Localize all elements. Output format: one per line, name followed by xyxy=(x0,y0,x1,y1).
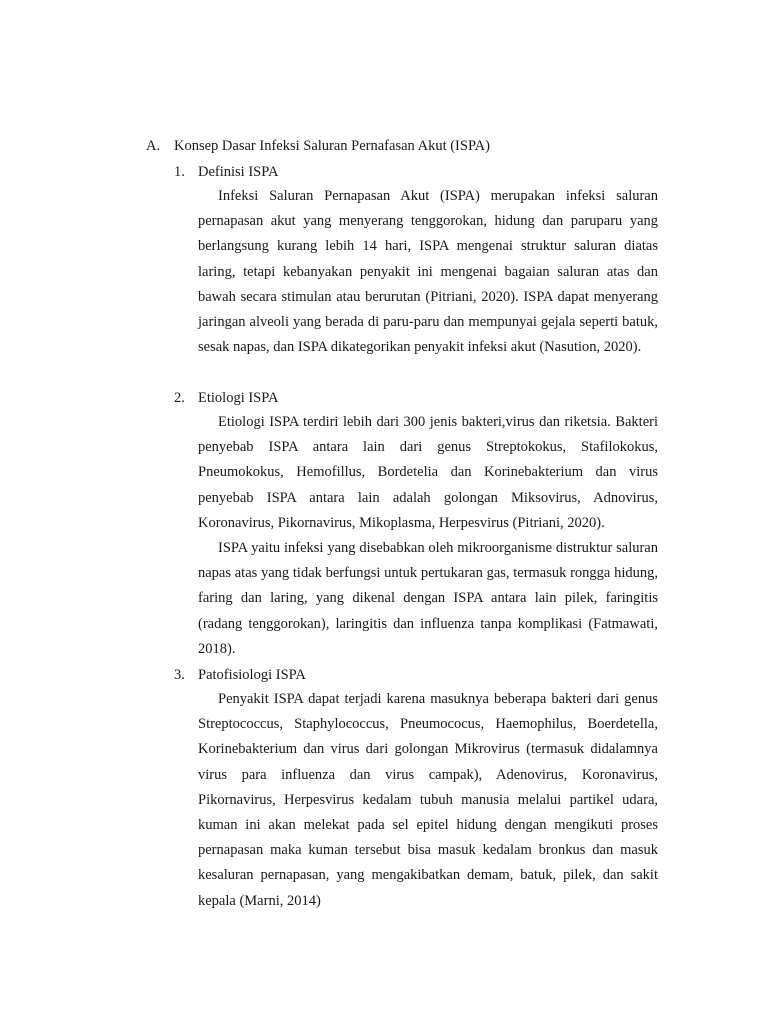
subsection-heading-patofisiologi xyxy=(174,665,306,685)
subsection-title: Etiologi ISPA xyxy=(198,390,279,406)
subsection-heading-definisi xyxy=(174,162,278,182)
section-heading xyxy=(146,136,490,156)
subsection-marker: 1. xyxy=(174,164,185,180)
paragraph-etiologi-1: Etiologi ISPA terdiri lebih dari 300 jenis bakteri,virus dan riketsia. Bakteri penyebab ISPA antara lain dari genus Streptokokus, Stafilokokus, Pneumokokus, Hemofillus, Bordetelia dan Korinebakterium dan virus penyebab ISPA antara lain adalah golongan Miksovirus, Adnovirus, Koronavirus, Pikornavirus, Mikoplasma, Herpesvirus (Pitriani, 2020). xyxy=(198,414,658,531)
section-title: Konsep Dasar Infeksi Saluran Pernafasan Akut (ISPA) xyxy=(174,138,490,154)
subsection-marker: 2. xyxy=(174,390,185,406)
subsection-title: Definisi ISPA xyxy=(198,164,279,180)
paragraph-definisi: Infeksi Saluran Pernapasan Akut (ISPA) merupakan infeksi saluran pernapasan akut yang menyerang tenggorokan, hidung dan paruparu yang berlangsung kurang lebih 14 hari, ISPA mengenai struktur saluran diatas laring, tetapi kebanyakan penyakit ini mengenai bagaian saluran atas dan bawah secara stimulan atau berurutan (Pitriani, 2020). ISPA dapat menyerang jaringan alveoli yang berada di paru-paru dan mempunyai gejala seperti batuk, sesak napas, dan ISPA dikategorikan penyakit infeksi akut (Nasution, 2020). xyxy=(198,188,658,356)
section-marker: A. xyxy=(146,138,161,154)
subsection-title: Patofisiologi ISPA xyxy=(198,667,306,683)
paragraph-etiologi-2: ISPA yaitu infeksi yang disebabkan oleh mikroorganisme distruktur saluran napas atas yang tidak berfungsi untuk pertukaran gas, termasuk rongga hidung, faring dan laring, yang dikenal dengan ISPA antara lain pilek, faringitis (radang tenggorokan), laringitis dan influenza tanpa komplikasi (Fatmawati, 2018). xyxy=(198,540,658,657)
subsection-marker: 3. xyxy=(174,667,185,683)
subsection-heading-etiologi xyxy=(174,388,278,408)
paragraph-patofisiologi: Penyakit ISPA dapat terjadi karena masuknya beberapa bakteri dari genus Streptococcus, Staphylococcus, Pneumococus, Haemophilus, Boerdetella, Korinebakterium dan virus dari golongan Mikrovirus (termasuk didalamnya virus para influenza dan virus campak), Adenovirus, Koronavirus, Pikornavirus, Herpesvirus kedalam tubuh manusia melalui partikel udara, kuman ini akan melekat pada sel epitel hidung dengan mengikuti proses pernapasan maka kuman tersebut bisa masuk kedalam bronkus dan masuk kesaluran pernapasan, yang mengakibatkan demam, batuk, pilek, dan sakit kepala (Marni, 2014) xyxy=(198,691,658,909)
